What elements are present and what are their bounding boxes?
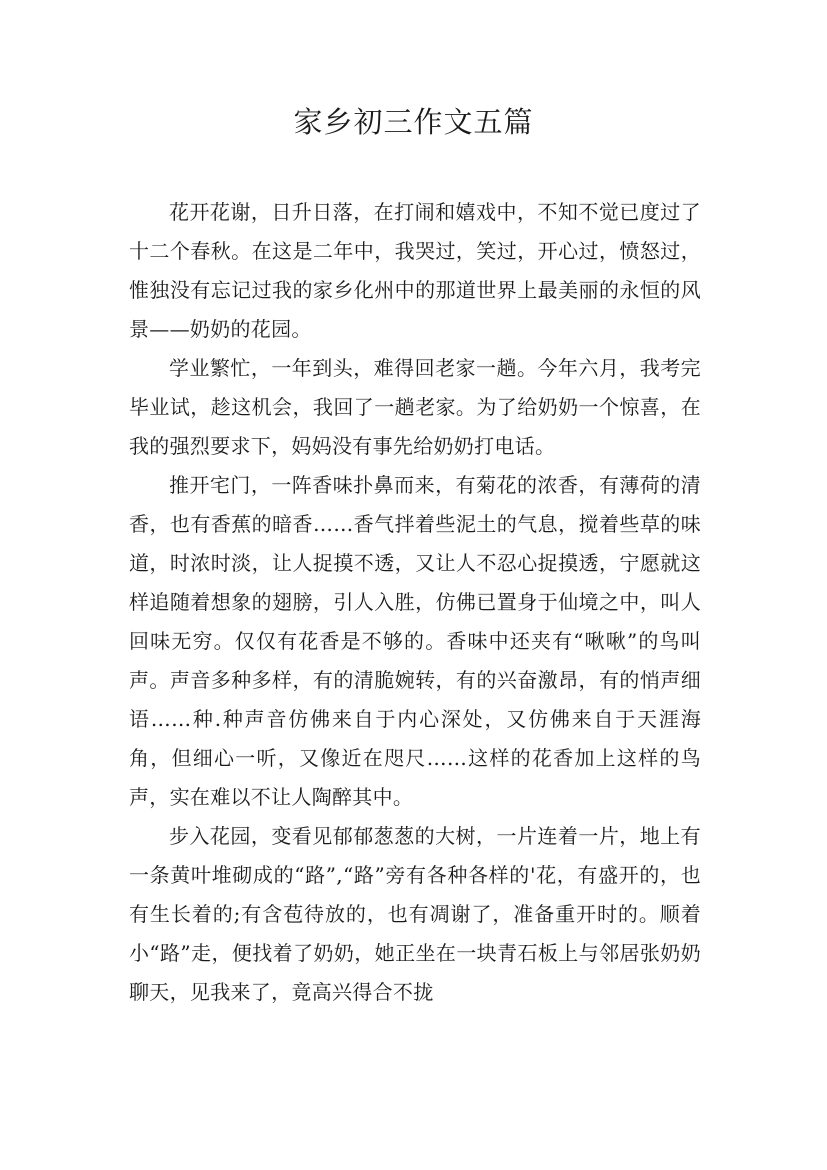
paragraph-1: 花开花谢，日升日落，在打闹和嬉戏中，不知不觉已度过了十二个春秋。在这是二年中，我哭过，笑过，开心过，愤怒过，惟独没有忘记过我的家乡化州中的那道世界上最美丽的永恒的风景——奶奶的花园。 [129, 200, 701, 341]
paragraph-4: 步入花园，变看见郁郁葱葱的大树，一片连着一片，地上有一条黄叶堆砌成的“路”,“路”旁有各种各样的'花，有盛开的，也有生长着的;有含苞待放的，也有凋谢了，准备重开时的。顺着小“路”走，便找着了奶奶，她正坐在一块青石板上与邻居张奶奶聊天，见我来了，竟高兴得合不拢 [129, 824, 701, 1004]
paragraph-2: 学业繁忙，一年到头，难得回老家一趟。今年六月，我考完毕业试，趁这机会，我回了一趟老家。为了给奶奶一个惊喜，在我的强烈要求下，妈妈没有事先给奶奶打电话。 [129, 356, 701, 458]
document-body [129, 193, 701, 1012]
paragraph-3: 推开宅门，一阵香味扑鼻而来，有菊花的浓香，有薄荷的清香，也有香蕉的暗香……香气拌着些泥土的气息，搅着些草的味道，时浓时淡，让人捉摸不透，又让人不忍心捉摸透，宁愿就这样追随着想象的翅膀，引人入胜，仿佛已置身于仙境之中，叫人回味无穷。仅仅有花香是不够的。香味中还夹有“啾啾”的鸟叫声。声音多种多样，有的清脆婉转，有的兴奋激昂，有的悄声细语……种.种声音仿佛来自于内心深处，又仿佛来自于天涯海角，但细心一听，又像近在咫尺……这样的花香加上这样的鸟声，实在难以不让人陶醉其中。 [129, 473, 701, 809]
document-title: 家乡初三作文五篇 [293, 105, 534, 139]
